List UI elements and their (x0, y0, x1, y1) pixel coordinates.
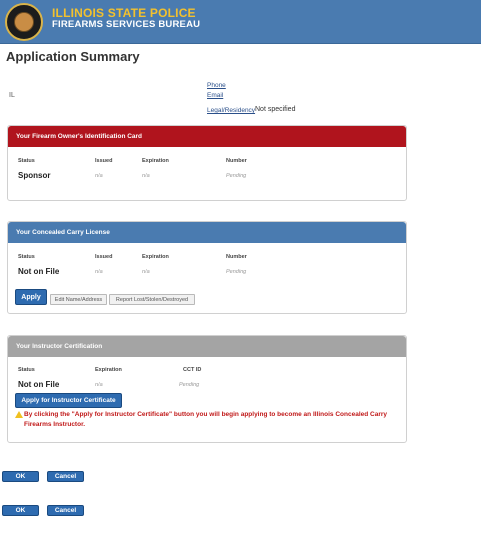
ccl-issued: n/a (95, 269, 103, 275)
col-status: Status (18, 254, 35, 260)
foid-status: Sponsor (18, 171, 51, 180)
col-status: Status (18, 367, 35, 373)
address-state: IL (9, 92, 15, 99)
cancel-button[interactable]: Cancel (47, 471, 84, 482)
ccl-panel (7, 221, 407, 314)
col-cct-id: CCT ID (183, 367, 202, 373)
col-expiration: Expiration (95, 367, 122, 373)
instructor-panel-title: Your Instructor Certification (8, 336, 406, 357)
col-number: Number (226, 254, 247, 260)
warning-icon (15, 411, 23, 418)
foid-panel-title: Your Firearm Owner's Identification Card (8, 126, 406, 147)
instructor-status: Not on File (18, 380, 60, 389)
edit-name-address-button[interactable]: Edit Name/Address (50, 294, 107, 305)
instructor-panel (7, 335, 407, 443)
col-status: Status (18, 158, 35, 164)
site-header (0, 0, 481, 44)
phone-link[interactable]: Phone (207, 82, 226, 89)
state-police-seal-logo (5, 3, 43, 41)
foid-issued: n/a (95, 173, 103, 179)
ccl-panel-title: Your Concealed Carry License (8, 222, 406, 243)
email-link[interactable]: Email (207, 92, 224, 99)
col-expiration: Expiration (142, 158, 169, 164)
col-number: Number (226, 158, 247, 164)
ccl-number: Pending (226, 269, 247, 275)
legal-status-value: Not specified (255, 106, 296, 113)
cancel-button[interactable]: Cancel (47, 505, 84, 516)
instructor-warning: By clicking the "Apply for Instructor Certificate" button you will begin applying to become an Illinois Concealed Carry Firearms Instructor. (24, 411, 387, 428)
foid-number: Pending (226, 173, 247, 179)
instructor-expiration: n/a (95, 382, 103, 388)
instructor-cct-id: Pending (179, 382, 200, 388)
ccl-status: Not on File (18, 267, 60, 276)
col-issued: Issued (95, 254, 113, 260)
bureau-name: FIREARMS SERVICES BUREAU (52, 19, 201, 30)
legal-status-link[interactable]: Legal/Residency (207, 107, 256, 114)
apply-instructor-button[interactable]: Apply for Instructor Certificate (15, 393, 122, 408)
ccl-expiration: n/a (142, 269, 150, 275)
apply-ccl-button[interactable]: Apply (15, 289, 47, 305)
agency-name: ILLINOIS STATE POLICE (52, 6, 196, 20)
page-title: Application Summary (6, 49, 140, 64)
col-expiration: Expiration (142, 254, 169, 260)
report-lost-stolen-button[interactable]: Report Lost/Stolen/Destroyed (109, 294, 195, 305)
ok-button[interactable]: OK (2, 505, 39, 516)
ok-button[interactable]: OK (2, 471, 39, 482)
foid-panel (7, 125, 407, 201)
foid-expiration: n/a (142, 173, 150, 179)
col-issued: Issued (95, 158, 113, 164)
